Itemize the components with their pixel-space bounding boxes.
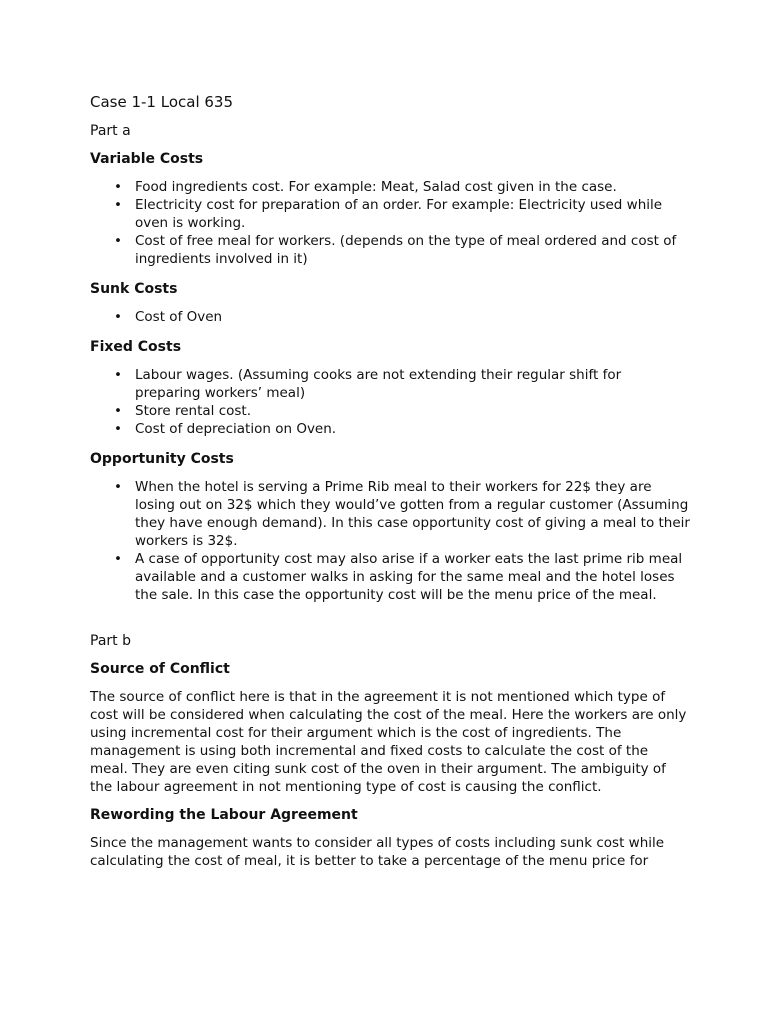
part-b-label: Part b <box>90 633 131 649</box>
rewording-heading: Rewording the Labour Agreement <box>90 807 358 823</box>
sunk-costs-list <box>90 308 690 326</box>
source-of-conflict-heading: Source of Conflict <box>90 661 230 677</box>
sunk-costs-heading: Sunk Costs <box>90 281 178 297</box>
list-item: • Cost of free meal for workers. (depends on the type of meal ordered and cost of ingredients involved in it) <box>135 232 690 268</box>
list-item: • Labour wages. (Assuming cooks are not extending their regular shift for preparing workers’ meal) <box>135 366 690 402</box>
variable-costs-list <box>90 178 690 268</box>
variable-costs-heading: Variable Costs <box>90 151 204 167</box>
list-item: • A case of opportunity cost may also arise if a worker eats the last prime rib meal available and a customer walks in asking for the same meal and the hotel loses the sale. In this case the opportunity cost will be the menu price of the meal. <box>135 550 690 604</box>
list-item: • When the hotel is serving a Prime Rib meal to their workers for 22$ they are losing out on 32$ which they would’ve gotten from a regular customer (Assuming they have enough demand). In this case opportunity cost of giving a meal to their workers is 32$. <box>135 478 690 550</box>
list-item: • Electricity cost for preparation of an order. For example: Electricity used while oven is working. <box>135 196 690 232</box>
list-item: • Store rental cost. <box>135 402 690 420</box>
opportunity-costs-list <box>90 478 690 604</box>
rewording-paragraph: Since the management wants to consider all types of costs including sunk cost while calculating the cost of meal, it is better to take a percentage of the menu price for <box>90 835 665 869</box>
source-of-conflict-paragraph: The source of conflict here is that in the agreement it is not mentioned which type of cost will be considered when calculating the cost of the meal. Here the workers are only using incremental cost for their argument which is the cost of ingredients. The management is using both incremental and fixed costs to calculate the cost of the meal. They are even citing sunk cost of the oven in their argument. The ambiguity of the labour agreement in not mentioning type of cost is causing the conflict. <box>90 689 687 795</box>
list-item: • Cost of Oven <box>135 308 690 326</box>
opportunity-costs-heading: Opportunity Costs <box>90 451 234 467</box>
part-a-label: Part a <box>90 123 131 139</box>
list-item: • Food ingredients cost. For example: Meat, Salad cost given in the case. <box>135 178 690 196</box>
fixed-costs-heading: Fixed Costs <box>90 339 182 355</box>
fixed-costs-list <box>90 366 690 438</box>
document-title: Case 1-1 Local 635 <box>90 93 234 111</box>
list-item: • Cost of depreciation on Oven. <box>135 420 690 438</box>
document-body <box>90 92 690 880</box>
section-spacer <box>90 616 690 632</box>
